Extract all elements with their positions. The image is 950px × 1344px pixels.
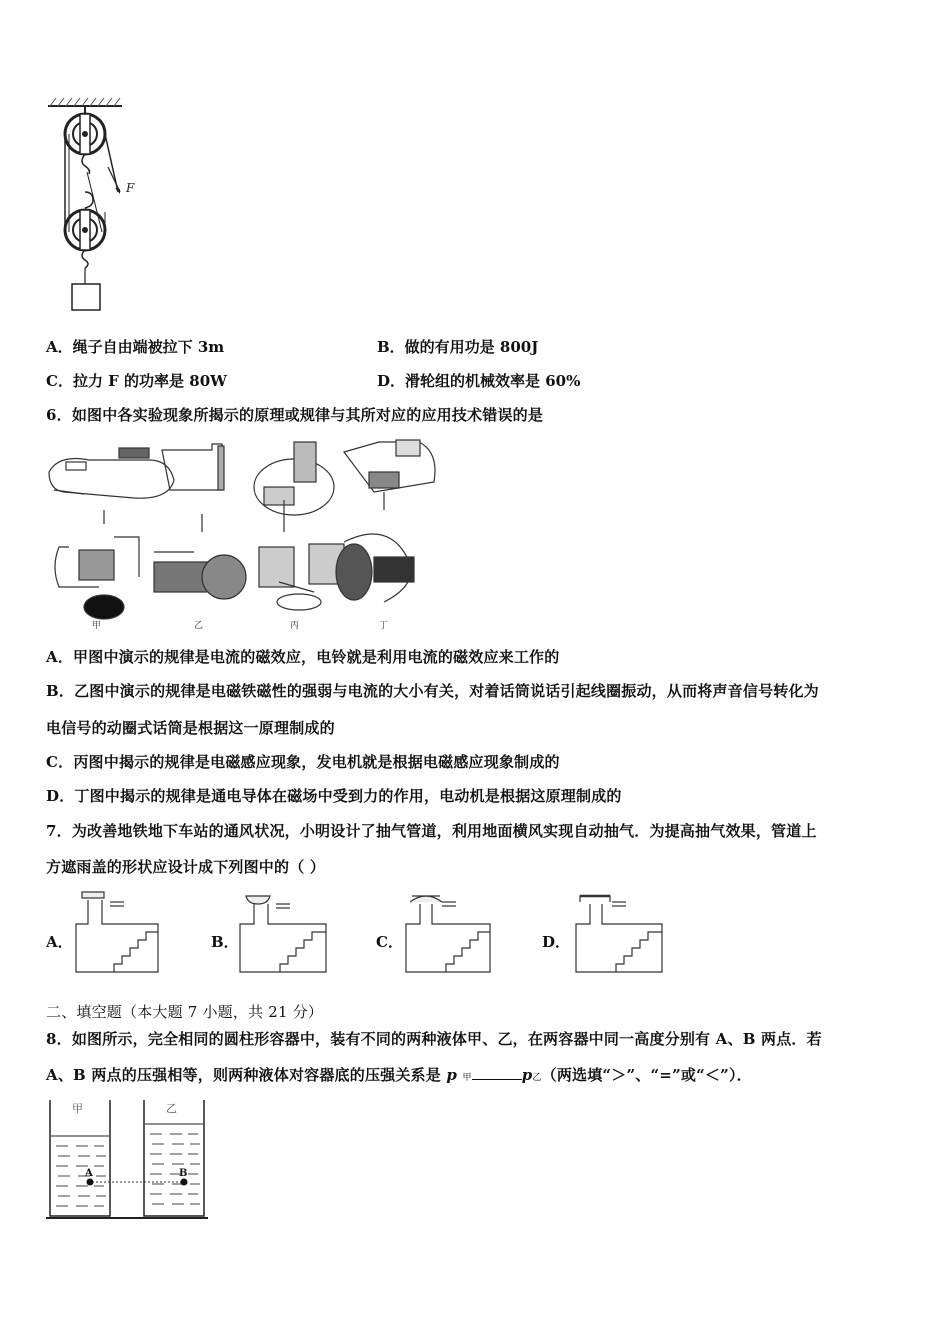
point-a-label: A <box>85 1168 93 1179</box>
q6-option-d: D．丁图中揭示的规律是通电导体在磁场中受到力的作用，电动机是根据这原理制成的 <box>46 787 622 805</box>
q8-stem-line2 <box>46 1064 752 1085</box>
q6-option-c: C．丙图中揭示的规律是电磁感应现象，发电机就是根据电磁感应现象制成的 <box>46 753 560 771</box>
q6-label-ding: 丁 <box>379 621 389 631</box>
q6-label-jia: 甲 <box>92 621 102 631</box>
q7-stem-line2: 方遮雨盖的形状应设计成下列图中的（ ） <box>46 858 326 876</box>
container-jia-label: 甲 <box>72 1102 83 1115</box>
q7-stem-line1: 7．为改善地铁地下车站的通风状况，小明设计了抽气管道，利用地面横风实现自动抽气．为提高抽气效果，管道上 <box>46 822 817 840</box>
section2-heading: 二、填空题（本大题 7 小题，共 21 分） <box>46 1003 324 1021</box>
q7-option-b-label: B． <box>211 933 239 951</box>
q8-p-yi: p <box>521 1066 533 1084</box>
q5-option-b: B．做的有用功是 800J <box>377 338 539 356</box>
q5-option-d: D．滑轮组的机械效率是 60% <box>377 372 581 390</box>
q8-answer-blank[interactable] <box>472 1067 522 1080</box>
container-yi-label: 乙 <box>166 1102 177 1115</box>
q8-sub-jia: 甲 <box>462 1073 472 1083</box>
force-label: F <box>126 181 135 195</box>
q8-line2-part2: （两选填“＞”、“=”或“＜”）． <box>541 1066 752 1084</box>
q8-line2-part1: A、B 两点的压强相等，则两种液体对容器底的压强关系是 <box>46 1066 447 1084</box>
q8-containers-figure <box>44 1096 210 1224</box>
q7-option-c-label: C． <box>376 933 403 951</box>
point-b-label: B <box>179 1168 188 1179</box>
pulley-system-figure <box>40 92 150 317</box>
q6-label-bing: 丙 <box>290 621 300 631</box>
q6-option-b-line2: 电信号的动圈式话筒是根据这一原理制成的 <box>46 719 335 737</box>
q6-option-b-line1: B．乙图中演示的规律是电磁铁磁性的强弱与电流的大小有关，对着话筒说话引起线圈振动，从而将声音信号转化为 <box>46 682 819 700</box>
q6-experiment-figure <box>44 432 438 632</box>
q7-option-a-figure <box>74 890 164 976</box>
q7-option-b-figure <box>238 890 330 976</box>
q7-option-a-label: A． <box>46 933 73 951</box>
q8-sub-yi: 乙 <box>532 1073 542 1083</box>
q7-option-d-figure <box>572 890 666 976</box>
q6-stem: 6．如图中各实验现象所揭示的原理或规律与其所对应的应用技术错误的是 <box>46 406 544 424</box>
q5-option-c: C．拉力 F 的功率是 80W <box>46 372 227 390</box>
q7-option-d-label: D． <box>542 933 571 951</box>
q8-stem-line1: 8．如图所示，完全相同的圆柱形容器中，装有不同的两种液体甲、乙，在两容器中同一高度分别有 A、B 两点．若 <box>46 1030 822 1048</box>
q7-option-c-figure <box>402 890 494 976</box>
q6-option-a: A．甲图中演示的规律是电流的磁效应，电铃就是利用电流的磁效应来工作的 <box>46 648 560 666</box>
q5-option-a: A．绳子自由端被拉下 3m <box>46 338 225 356</box>
q6-label-yi: 乙 <box>194 621 204 631</box>
q8-p-jia: p <box>446 1066 458 1084</box>
